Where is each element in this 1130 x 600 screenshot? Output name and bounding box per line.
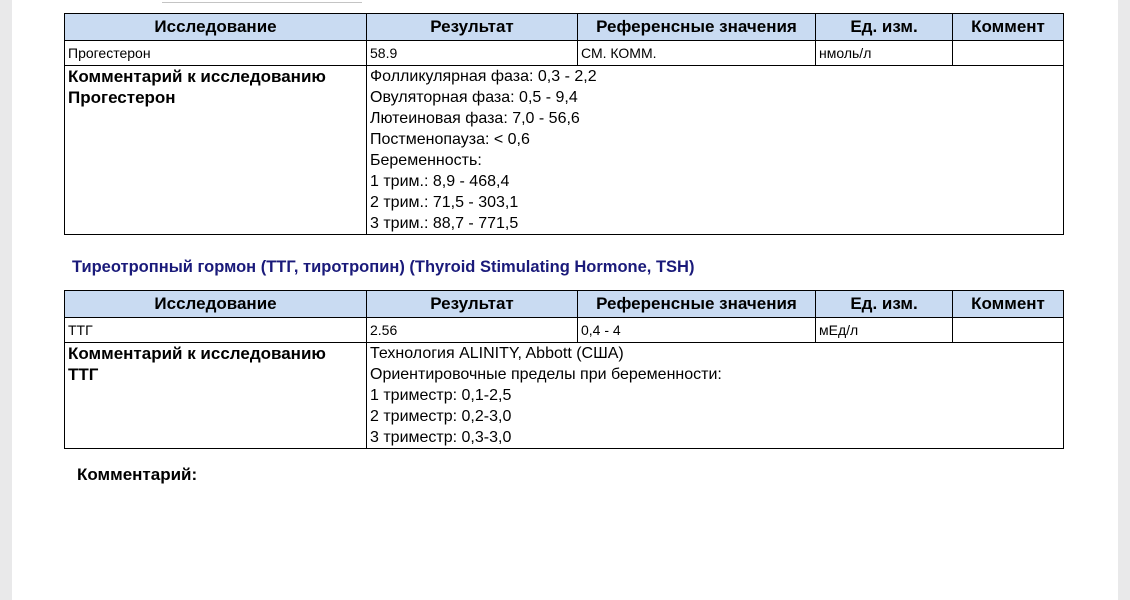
reference-value: СМ. КОММ.: [578, 41, 816, 66]
table-row: [65, 318, 1064, 343]
header-result: Результат: [367, 14, 578, 41]
study-name: ТТГ: [65, 318, 367, 343]
result-value: 2.56: [367, 318, 578, 343]
unit-value: нмоль/л: [816, 41, 953, 66]
comment-row: [65, 66, 1064, 235]
comment-value: [953, 318, 1064, 343]
study-name: Прогестерон: [65, 41, 367, 66]
cut-off-previous-line: [162, 0, 362, 3]
header-result: Результат: [367, 291, 578, 318]
header-unit: Ед. изм.: [816, 14, 953, 41]
progesterone-table: [64, 13, 1064, 235]
header-comment: Коммент: [953, 291, 1064, 318]
header-study: Исследование: [65, 291, 367, 318]
comment-label: Комментарий к исследованию ТТГ: [65, 343, 367, 449]
final-comment-label: Комментарий:: [77, 465, 198, 484]
unit-value: мЕд/л: [816, 318, 953, 343]
report-page: [12, 0, 1118, 600]
header-reference: Референсные значения: [578, 291, 816, 318]
comment-row: [65, 343, 1064, 449]
result-value: 58.9: [367, 41, 578, 66]
header-study: Исследование: [65, 14, 367, 41]
table-row: [65, 41, 1064, 66]
table-header-row: [65, 14, 1064, 41]
tsh-table: [64, 290, 1064, 449]
header-unit: Ед. изм.: [816, 291, 953, 318]
reference-value: 0,4 - 4: [578, 318, 816, 343]
header-comment: Коммент: [953, 14, 1064, 41]
header-reference: Референсные значения: [578, 14, 816, 41]
comment-text: Фолликулярная фаза: 0,3 - 2,2 Овуляторная фаза: 0,5 - 9,4 Лютеиновая фаза: 7,0 - 56,6 Постменопауза: < 0,6 Беременность: 1 трим.: 8,9 - 468,4 2 трим.: 71,5 - 303,1 3 трим.: 88,7 - 771,5: [367, 66, 1064, 235]
tsh-section-title: Тиреотропный гормон (ТТГ, тиротропин) (Thyroid Stimulating Hormone, TSH): [72, 258, 695, 276]
table-header-row: [65, 291, 1064, 318]
comment-label: Комментарий к исследованию Прогестерон: [65, 66, 367, 235]
comment-value: [953, 41, 1064, 66]
comment-text: Технология ALINITY, Abbott (США) Ориентировочные пределы при беременности: 1 триместр: 0,1-2,5 2 триместр: 0,2-3,0 3 триместр: 0,3-3,0: [367, 343, 1064, 449]
